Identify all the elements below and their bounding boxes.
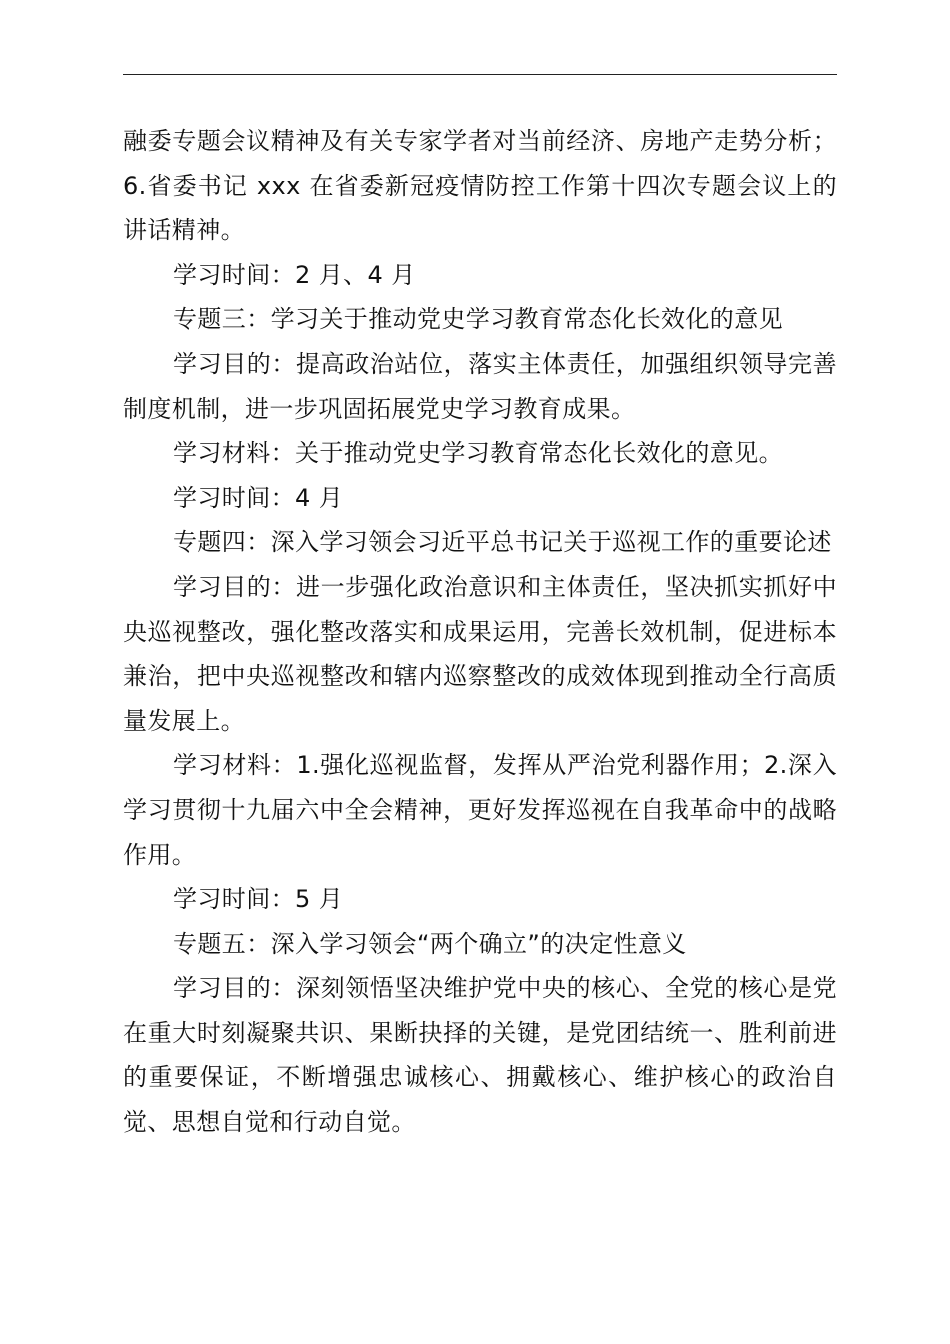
paragraph: 学习目的：提高政治站位，落实主体责任，加强组织领导完善制度机制，进一步巩固拓展党史学习教育成果。	[123, 349, 837, 423]
paragraph: 学习材料：1.强化巡视监督，发挥从严治党利器作用；2.深入学习贯彻十九届六中全会精神，更好发挥巡视在自我革命中的战略作用。	[123, 751, 837, 869]
paragraph: 学习目的：进一步强化政治意识和主体责任，坚决抓实抓好中央巡视整改，强化整改落实和成果运用，完善长效机制，促进标本兼治，把中央巡视整改和辖内巡察整改的成效体现到推动全行高质量发展上。	[123, 572, 837, 735]
header-rule	[123, 74, 837, 75]
paragraph: 学习时间：4 月	[173, 483, 344, 512]
paragraph: 学习时间：5 月	[173, 885, 344, 914]
paragraph: 专题三：学习关于推动党史学习教育常态化长效化的意见	[173, 305, 783, 334]
paragraph: 专题四：深入学习领会习近平总书记关于巡视工作的重要论述	[173, 528, 832, 557]
paragraph: 学习目的：深刻领悟坚决维护党中央的核心、全党的核心是党在重大时刻凝聚共识、果断抉择的关键，是党团结统一、胜利前进的重要保证，不断增强忠诚核心、拥戴核心、维护核心的政治自觉、思想自觉和行动自觉。	[123, 974, 837, 1137]
paragraph: 融委专题会议精神及有关专家学者对当前经济、房地产走势分析；6.省委书记 xxx 在省委新冠疫情防控工作第十四次专题会议上的讲话精神。	[123, 127, 837, 245]
paragraph: 学习材料：关于推动党史学习教育常态化长效化的意见。	[173, 439, 783, 468]
document-body	[123, 119, 837, 1145]
paragraph: 学习时间：2 月、4 月	[173, 260, 416, 289]
paragraph: 专题五：深入学习领会“两个确立”的决定性意义	[173, 929, 687, 958]
